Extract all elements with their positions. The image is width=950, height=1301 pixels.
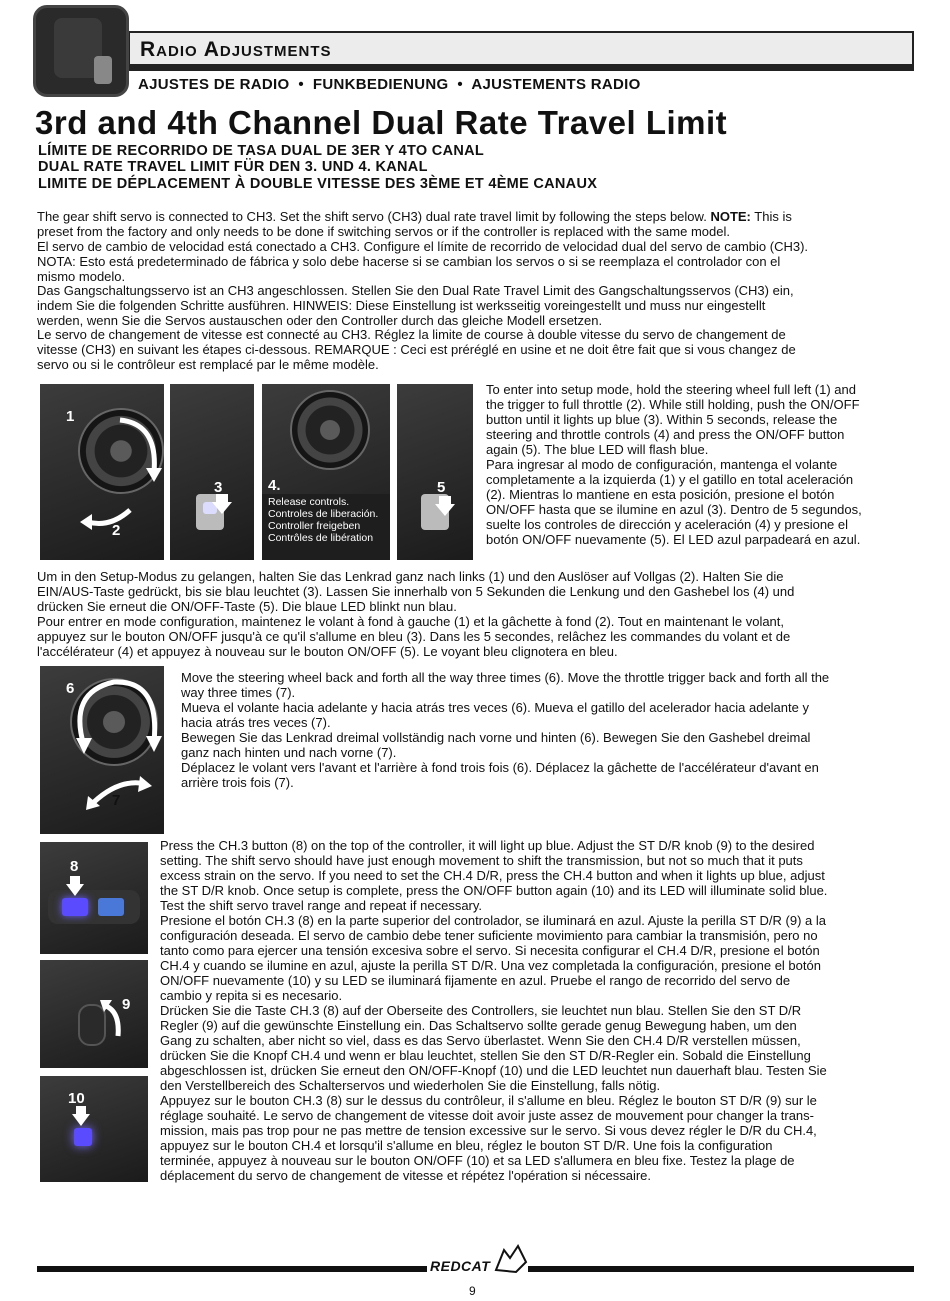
step-label: 8 [70, 858, 79, 875]
step-label: 4. [268, 477, 281, 494]
controller-photo-2 [170, 384, 254, 560]
wildcat-logo-icon [494, 1244, 528, 1274]
curved-arrow-icon [80, 504, 134, 534]
curved-arrow-icon [110, 414, 164, 484]
subtitle-de: DUAL RATE TRAVEL LIMIT FÜR DEN 3. UND 4. KANAL [38, 159, 428, 175]
section-subtitle: AJUSTES DE RADIO • FUNKBEDIENUNG • AJUSTEMENTS RADIO [138, 76, 641, 93]
footer-rule-left [37, 1266, 427, 1272]
controller-photo-1 [40, 384, 164, 560]
subtitle-es: LÍMITE DE RECORRIDO DE TASA DUAL DE 3ER Y 4TO CANAL [38, 143, 485, 159]
step-label: 5 [437, 479, 446, 496]
curved-arrow-icon [68, 672, 164, 762]
header-photo [33, 5, 129, 97]
down-arrow-icon [72, 1106, 90, 1126]
page-title: 3rd and 4th Channel Dual Rate Travel Limit [35, 104, 728, 141]
down-arrow-icon [66, 876, 84, 896]
footer-brand: REDCAT [430, 1258, 491, 1274]
st-dr-knob-photo [40, 960, 148, 1068]
ch3-button-photo [40, 842, 148, 954]
release-caption: Release controls. Controles de liberación. Controller freigeben Contrôles de libération [268, 496, 379, 544]
down-arrow-icon [435, 496, 455, 516]
intro-de: Das Gangschaltungsservo ist an CH3 angeschlossen. Stellen Sie den Dual Rate Travel Limit des Gangschaltungsservos (CH3) ein, indem Sie die folgenden Schritte ausführen. HINWEIS: Diese Einstellung ist werksseitig voreingestellt und muss nur eingestellt werden, wenn Sie die Servos austauschen oder den Controller durch das gleiche Modell ersetzen. [37, 283, 794, 328]
footer-rule-right [528, 1266, 914, 1272]
page-number: 9 [469, 1284, 476, 1298]
controller-photo-3 [262, 384, 390, 560]
intro-en: The gear shift servo is connected to CH3. Set the shift servo (CH3) dual rate travel limit by following the steps below. NOTE: This is preset from the factory and only needs to be done if switching servos or if the controller is replaced with the same model. [37, 209, 792, 239]
intro-es: El servo de cambio de velocidad está conectado a CH3. Configure el límite de recorrido de velocidad dual del servo de cambio (CH3). NOTA: Esto está predeterminado de fábrica y solo debe hacerse si se cambian los servos o si se reemplaza el controlador con el mismo modelo. [37, 239, 809, 284]
step-label: 1 [66, 408, 75, 425]
step-label: 7 [112, 792, 121, 809]
step3-text: Press the CH.3 button (8) on the top of the controller, it will light up blue. Adjust the ST D/R knob (9) to the desired setting. The shift servo should have just enough movement to shift the transmission, but not so much that it puts excess strain on the servo. If you need to set the CH.4 D/R, press the CH.4 button and when it lights up blue, adjust the ST D/R knob. Once setup is complete, press the ON/OFF button again (10) and its LED will illuminate solid blue. Test the shift servo travel range and repeat if necessary. Presione el botón CH.3 (8) en la parte superior del controlador, se iluminará en azul. Ajuste la perilla ST D/R (9) a la configuración deseada. El servo de cambio debe tener suficiente movimiento para cambiar la transmisión, pero no tanto como para ejercer una tensión excesiva sobre el servo. Si necesita configurar el CH.4 D/R, presione el botón CH.4 y cuando se ilumine en azul, ajuste la perilla ST D/R. Una vez completada la configuración, presione el botón ON/OFF nuevamente (10) y su LED se iluminará fijamente en azul. Pruebe el rango de recorrido del servo de cambio y repita si es necesario. Drücken Sie die Taste CH.3 (8) auf der Oberseite des Controllers, sie leuchtet nun blau. Stellen Sie den ST D/R Regler (9) auf die gewünschte Einstellung ein. Das Schaltservo sollte gerade genug Bewegung haben, um den Gang zu schalten, aber nicht so viel, dass es das Servo überlastet. Wenn Sie den CH.4 D/R verstellen müssen, drücken Sie die Knopf CH.4 und wenn er blau leuchtet, stellen Sie den ST D/R-Regler ein. Sobald die Einstellung abgeschlossen ist, drücken Sie erneut den ON/OFF-Knopf (10) und die LED leuchtet nun dauerhaft blau. Testen Sie den Verstellbereich des Schalterservos und wiederholen Sie die Einstellung, falls nötig. Appuyez sur le bouton CH.3 (8) sur le dessus du contrôleur, il s'allume en bleu. Réglez le bouton ST D/R (9) sur le réglage souhaité. Le servo de changement de vitesse doit avoir juste assez de mouvement pour changer la trans- mission, mais pas trop pour ne pas mettre de tension excessive sur le servo. Si vous devez régler le D/R du CH.4, appuyez sur le bouton CH.4 et lorsqu'il s'allume en bleu, réglez le bouton ST D/R. Une fois la configuration terminée, appuyez à nouveau sur le bouton ON/OFF (10) et sa LED s'allumera en bleu fixe. Testez la plage de déplacement du servo de changement de vitesse et répétez l'opération si nécessaire. [160, 838, 828, 1183]
controller-photo-4 [397, 384, 473, 560]
step-label: 9 [122, 996, 131, 1013]
on-off-button-photo [40, 1076, 148, 1182]
step-label: 2 [112, 522, 121, 539]
step-label: 3 [214, 479, 223, 496]
intro-fr: Le servo de changement de vitesse est connecté au CH3. Réglez la limite de course à double vitesse du servo de changement de vitesse (CH3) en suivant les étapes ci-dessous. REMARQUE : Ceci est préréglé en usine et ne doit être fait que si vous changez de servo ou si le contrôleur est remplacé par le même modèle. [37, 327, 796, 372]
down-arrow-icon [212, 494, 232, 514]
step1-text-right: To enter into setup mode, hold the steering wheel full left (1) and the trigger to full throttle (2). While still holding, push the ON/OFF button until it lights up blue (3). Within 5 seconds, release the steering and throttle controls (4) and press the ON/OFF button again (5). The blue LED will flash blue. Para ingresar al modo de configuración, mantenga el volante completamente a la izquierda (1) y el gatillo en total aceleración (2). Mientras lo mantiene en esta posición, presione el botón ON/OFF hasta que se ilumine en azul (3). Dentro de 5 segundos, suelte los controles de dirección y aceleración (4) y presione el botón ON/OFF nuevamente (5). El LED azul parpadeará en azul. [486, 382, 862, 547]
controller-photo-5 [40, 666, 164, 834]
step1-text-below: Um in den Setup-Modus zu gelangen, halten Sie das Lenkrad ganz nach links (1) und den Auslöser auf Vollgas (2). Halten Sie die EIN/AUS-Taste gedrückt, bis sie blau leuchtet (3). Lassen Sie innerhalb von 5 Sekunden die Lenkung und den Gashebel los (4) und drücken Sie erneut die ON/OFF-Taste (5). Die blaue LED blinkt nun blau. Pour entrer en mode configuration, maintenez le volant à fond à gauche (1) et la gâchette à fond (2). Tout en maintenant le volant, appuyez sur le bouton ON/OFF jusqu'à ce qu'il s'allume en bleu (3). Dans les 5 secondes, relâchez les commandes du volant et de l'accélérateur (4) et appuyez à nouveau sur le bouton ON/OFF (5). Le voyant bleu clignotera en bleu. [37, 569, 795, 659]
step-label: 10 [68, 1090, 85, 1107]
section-title: Radio Adjustments [140, 38, 332, 61]
subtitle-fr: LIMITE DE DÉPLACEMENT À DOUBLE VITESSE DES 3ÈME ET 4ÈME CANAUX [38, 176, 598, 192]
step-label: 6 [66, 680, 75, 697]
step2-text: Move the steering wheel back and forth all the way three times (6). Move the throttle trigger back and forth all the way three times (7). Mueva el volante hacia adelante y hacia atrás tres veces (6). Mueva el gatillo del acelerador hacia adelante y hacia atrás tres veces (7). Bewegen Sie das Lenkrad dreimal vollständig nach vorne und hinten (6). Bewegen Sie den Gashebel dreimal ganz nach hinten und nach vorne (7). Déplacez le volant vers l'avant et l'arrière à fond trois fois (6). Déplacez la gâchette de l'accélérateur d'avant en arrière trois fois (7). [181, 670, 830, 790]
